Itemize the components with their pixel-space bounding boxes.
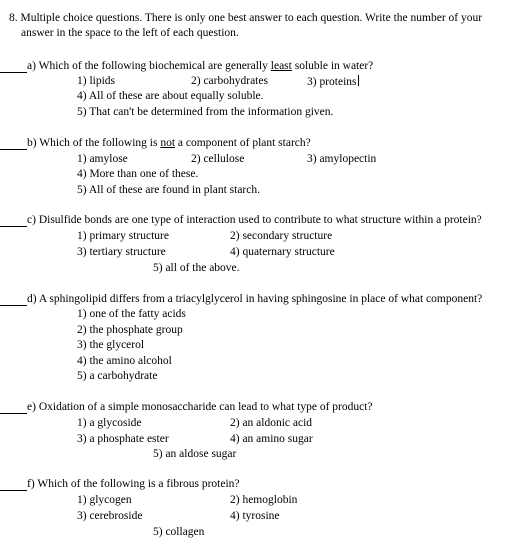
option-d-1: 1) one of the fatty acids — [77, 308, 186, 320]
stem-text: Which of the following is a fibrous protein? — [37, 478, 240, 490]
stem-emphasis: not — [160, 137, 176, 149]
option-a-2: 2) carbohydrates — [191, 75, 268, 87]
stem-text: Which of the following is — [39, 137, 161, 149]
answer-blank-c[interactable] — [0, 226, 27, 227]
answer-blank-e[interactable] — [0, 413, 27, 414]
option-f-2: 2) hemoglobin — [230, 494, 298, 506]
option-a-3 — [307, 75, 359, 89]
option-a-1: 1) lipids — [77, 75, 116, 87]
answer-blank-f[interactable] — [0, 490, 27, 491]
option-e-1: 1) a glycoside — [77, 417, 142, 429]
option-e-2: 2) an aldonic acid — [230, 417, 313, 429]
option-c-2: 2) secondary structure — [230, 230, 333, 242]
option-e-3: 3) a phosphate ester — [77, 433, 169, 445]
option-b-4: 4) More than one of these. — [77, 168, 199, 180]
option-a-4: 4) All of these are about equally soluble. — [77, 90, 264, 102]
option-d-4: 4) the amino alcohol — [77, 355, 172, 367]
answer-blank-a[interactable] — [0, 72, 27, 73]
option-c-5: 5) all of the above. — [153, 262, 240, 274]
question-letter: f) — [27, 478, 35, 490]
option-b-3: 3) amylopectin — [307, 153, 377, 165]
stem-text: A sphingolipid differs from a triacylglycerol in having sphingosine in place of what component? — [38, 293, 483, 305]
question-letter: a) — [27, 60, 36, 72]
question-letter: b) — [27, 137, 37, 149]
text-cursor — [358, 75, 359, 86]
option-f-3: 3) cerebroside — [77, 510, 143, 522]
question-c-stem — [27, 214, 482, 227]
stem-text: soluble in water? — [291, 60, 374, 72]
option-c-4: 4) quaternary structure — [230, 246, 335, 258]
option-b-5: 5) All of these are found in plant starch. — [77, 184, 260, 196]
option-f-4: 4) tyrosine — [230, 510, 280, 522]
option-a-3-text: 3) proteins — [307, 76, 357, 88]
stem-emphasis: least — [270, 60, 292, 72]
question-f-stem — [27, 478, 240, 491]
instructions-line-1: 8. Multiple choice questions. There is only one best answer to each question. Write the number of your — [9, 12, 483, 24]
answer-blank-d[interactable] — [0, 305, 27, 306]
option-f-1: 1) glycogen — [77, 494, 132, 506]
option-b-2: 2) cellulose — [191, 153, 245, 165]
option-d-5: 5) a carbohydrate — [77, 370, 158, 382]
question-letter: e) — [27, 401, 36, 413]
question-d-stem — [27, 293, 482, 306]
option-d-3: 3) the glycerol — [77, 339, 145, 351]
question-letter: c) — [27, 214, 36, 226]
stem-text: Disulfide bonds are one type of interaction used to contribute to what structure within a protein? — [38, 214, 482, 226]
option-f-5: 5) collagen — [153, 526, 205, 538]
answer-blank-b[interactable] — [0, 149, 27, 150]
option-c-1: 1) primary structure — [77, 230, 169, 242]
option-c-3: 3) tertiary structure — [77, 246, 166, 258]
question-a-stem — [27, 60, 373, 73]
stem-text: Oxidation of a simple monosaccharide can lead to what type of product? — [38, 401, 373, 413]
question-e-stem — [27, 401, 373, 414]
stem-text: a component of plant starch? — [175, 137, 311, 149]
question-b-stem — [27, 137, 311, 150]
stem-text: Which of the following biochemical are generally — [38, 60, 271, 72]
instructions-line-2: answer in the space to the left of each question. — [21, 27, 239, 39]
option-b-1: 1) amylose — [77, 153, 128, 165]
option-e-4: 4) an amino sugar — [230, 433, 313, 445]
question-letter: d) — [27, 293, 37, 305]
option-d-2: 2) the phosphate group — [77, 324, 183, 336]
option-e-5: 5) an aldose sugar — [153, 448, 237, 460]
option-a-5: 5) That can't be determined from the information given. — [77, 106, 334, 118]
